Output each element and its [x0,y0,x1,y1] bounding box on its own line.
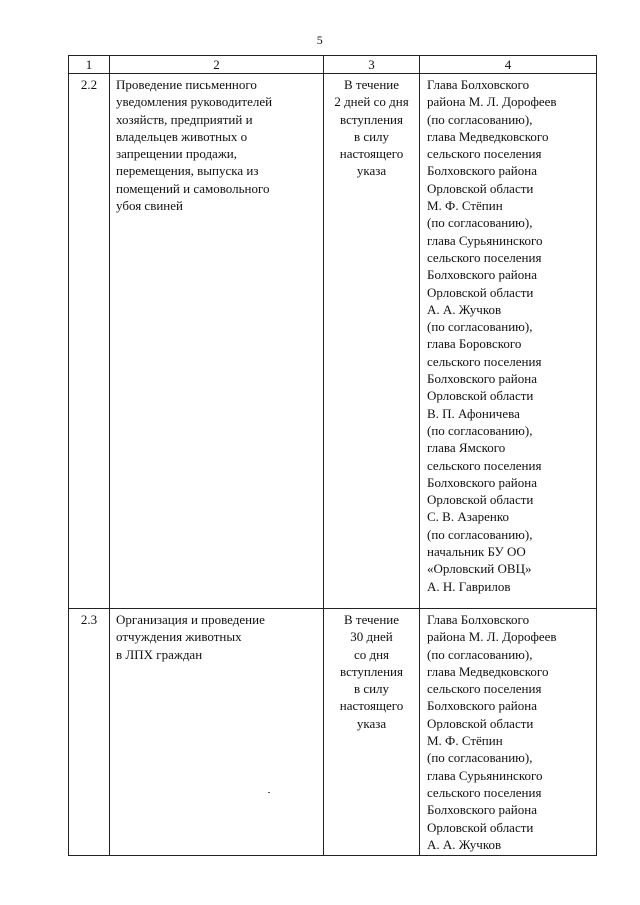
text-line: Болховского района [427,474,537,490]
text-line: сельского поселения [427,353,542,369]
measures-table [68,55,597,856]
scan-speck [268,792,270,793]
text-line: А. А. Жучков [427,301,502,317]
text-line: Орловской области [427,715,534,731]
text-line: указа [356,163,387,179]
text-line: сельского поселения [427,249,542,265]
text-line: Проведение письменного [116,77,257,92]
text-line: 2 дней со дня [334,94,409,110]
text-line: Орловской области [427,284,534,300]
text-line: (по согласованию), [427,319,533,335]
text-line: Организация и проведение [116,612,265,627]
text-line: вступления [340,663,403,679]
text-line: 30 дней [350,629,393,645]
text-line: в силу [353,128,390,144]
table-header-row [69,56,597,74]
text-line: глава Медведковского [427,128,549,144]
text-line: Орловской области [427,388,534,404]
column-header-2: 2 [110,56,324,74]
deadline [324,74,420,609]
text-line: Болховского района [427,371,537,387]
text-line: вступления [340,111,403,127]
text-line: хозяйств, предприятий и [116,111,253,127]
text-line: глава Ямского [427,440,506,456]
text-line: Болховского района [427,698,537,714]
column-header-1: 1 [69,56,110,74]
text-line: Орловской области [427,492,534,508]
text-line: (по согласованию), [427,526,533,542]
text-line: Болховского района [427,163,537,179]
measure-description [110,609,324,856]
text-line: Глава Болховского [427,77,530,92]
responsible-persons [420,609,597,856]
text-line: глава Медведковского [427,663,549,679]
text-line: А. А. Жучков [427,836,502,852]
text-line: В течение [343,612,400,627]
responsible-persons [420,74,597,609]
text-line: (по согласованию), [427,750,533,766]
text-line: (по согласованию), [427,422,533,438]
text-line: владельцев животных о [116,128,248,144]
item-number: 2.3 [69,609,110,856]
deadline [324,609,420,856]
text-line: сельского поселения [427,457,542,473]
text-line: начальник БУ ОО [427,544,526,560]
column-header-4: 4 [420,56,597,74]
text-line: указа [356,715,387,731]
text-line: Орловской области [427,819,534,835]
text-line: М. Ф. Стёпин [427,733,503,749]
text-line: М. Ф. Стёпин [427,198,503,214]
page-number: 5 [316,33,324,47]
text-line: А. Н. Гаврилов [427,578,511,594]
text-line: «Орловский ОВЦ» [427,561,532,577]
text-line: сельского поселения [427,146,542,162]
text-line: со дня [353,646,390,662]
text-line: (по согласованию), [427,111,533,127]
text-line: Глава Болховского [427,612,530,627]
text-line: Болховского района [427,802,537,818]
measure-description [110,74,324,609]
text-line: настоящего [339,698,404,714]
text-line: в силу [353,681,390,697]
text-line: (по согласованию), [427,646,533,662]
text-line: С. В. Азаренко [427,509,510,525]
table-row-2-3 [69,609,597,856]
item-number: 2.2 [69,74,110,609]
text-line: помещений и самовольного [116,180,270,196]
text-line: в ЛПХ граждан [116,646,203,662]
text-line: глава Сурьянинского [427,232,543,248]
text-line: настоящего [339,146,404,162]
text-line: Орловской области [427,180,534,196]
table-row-2-2 [69,74,597,609]
text-line: района М. Л. Дорофеев [427,629,557,645]
text-line: сельского поселения [427,784,542,800]
text-line: (по согласованию), [427,215,533,231]
text-line: сельского поселения [427,681,542,697]
text-line: убоя свиней [116,198,183,214]
text-line: уведомления руководителей [116,94,273,110]
text-line: Болховского района [427,267,537,283]
text-line: перемещения, выпуска из [116,163,259,179]
text-line: глава Сурьянинского [427,767,543,783]
text-line: отчуждения животных [116,629,242,645]
column-header-3: 3 [324,56,420,74]
text-line: В течение [343,77,400,92]
text-line: глава Боровского [427,336,522,352]
text-line: запрещении продажи, [116,146,238,162]
text-line: В. П. Афоничева [427,405,520,421]
text-line: района М. Л. Дорофеев [427,94,557,110]
